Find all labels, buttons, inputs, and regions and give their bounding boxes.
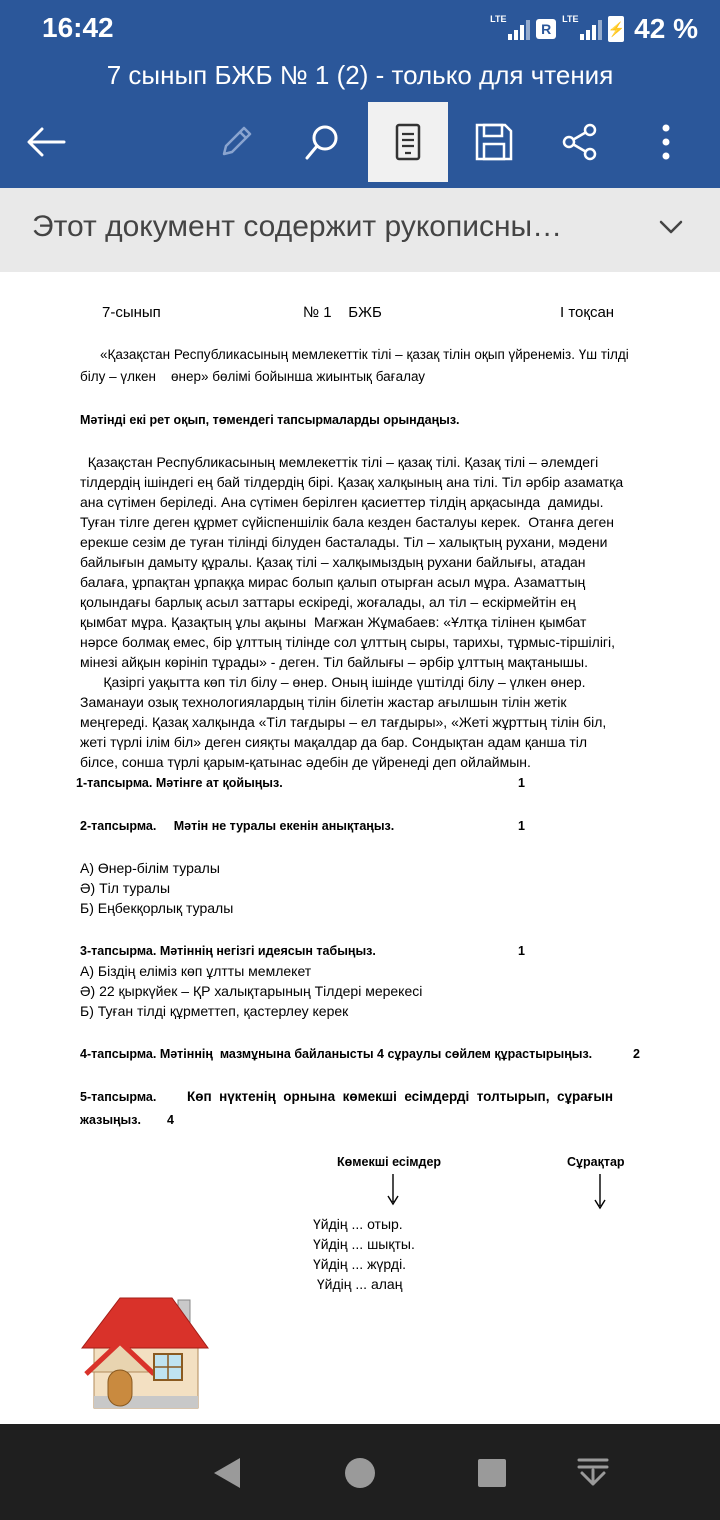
task-2-option-a: А) Өнер-білім туралы (80, 860, 220, 876)
status-time: 16:42 (42, 12, 114, 43)
doc-header-term: І тоқсан (560, 304, 615, 321)
text-line: балаға, ұрпақтан ұрпаққа мирас болып қалып отырған асыл мұра. Азаматтың (80, 574, 586, 590)
text-line: Қазақстан Республикасының мемлекеттік тілі – қазақ тілі. Қазақ тілі – әлемдегі (80, 454, 599, 470)
text-line: тілдердің ішіндегі ең бай тілдердің бірі. Қазақ халқының ана тілі. Тіл әрбір азаматқа (80, 474, 624, 490)
intro-line-1: «Қазақстан Республикасының мемлекеттік тілі – қазақ тілін оқып үйренеміз. Үш тілді (100, 347, 629, 362)
intro-line-2: білу – үлкен өнер» бөлімі бойынша жиынтық бағалау (80, 369, 426, 384)
share-icon (560, 122, 600, 162)
signal-icon-2 (562, 14, 602, 40)
text-line: жеті түрлі ілім біл» деген сияқты мақалдар да бар. Сондықтан адам қанша тіл (80, 734, 588, 750)
task-3: 3-тапсырма. Мәтіннің негізгі идеясын табыңыз. (80, 944, 376, 958)
status-bar (0, 0, 720, 56)
text-line: Туған тілге деген құрмет сүйіспеншілік бала кезден басталуы керек. Отанға деген (80, 514, 615, 530)
reading-view-icon (393, 122, 423, 162)
text-line: білсе, сонша түрлі қарым-қатынас әдебін де үйренеді деп ойлаймын. (80, 754, 531, 770)
expand-banner-button[interactable] (658, 214, 684, 245)
nav-home-button[interactable] (335, 1448, 385, 1498)
save-icon (474, 122, 514, 162)
battery-percent: 42 % (634, 13, 698, 44)
task-4: 4-тапсырма. Мәтіннің мазмұнына байланысты 4 сұраулы сөйлем құрастырыңыз. (80, 1047, 593, 1061)
task-2-option-c: Б) Еңбекқорлық туралы (80, 900, 234, 916)
share-button[interactable] (540, 102, 620, 182)
more-icon (661, 122, 671, 162)
instruction: Мәтінді екі рет оқып, төмендегі тапсырмаларды орындаңыз. (80, 413, 460, 427)
edit-button[interactable] (196, 102, 276, 182)
helper-nouns-heading: Көмекші есімдер (337, 1155, 442, 1169)
arrow-down-icon-2 (593, 1174, 607, 1210)
task-3-option-b: Ә) 22 қыркүйек – ҚР халықтарының Тілдері мерекесі (80, 983, 423, 999)
task-2: 2-тапсырма. Мәтін не туралы екенін анықтаңыз. (80, 819, 395, 833)
task-5-text-2: жазыңыз. (80, 1113, 141, 1127)
nav-back-icon (212, 1456, 242, 1490)
nav-recents-icon (477, 1458, 507, 1488)
doc-header-number: № 1 БЖБ (303, 304, 382, 321)
task-3-option-a: А) Біздің еліміз көп ұлтты мемлекет (80, 963, 312, 979)
reading-text (80, 452, 640, 772)
more-button[interactable] (626, 102, 706, 182)
battery-icon: ⚡ (608, 16, 624, 42)
nav-menu-button[interactable] (568, 1448, 618, 1498)
task-4-score: 2 (633, 1047, 640, 1061)
back-arrow-icon (26, 126, 66, 158)
sentence-2: Үйдің ... шықты. (313, 1236, 415, 1252)
text-line: байлығын дамыту құралы. Қазақ тілі – халқымыздың рухани байлығы, атадан (80, 554, 586, 570)
nav-back-button[interactable] (202, 1448, 252, 1498)
reading-view-button[interactable] (368, 102, 448, 182)
text-line: ерекше сезім де туған тілінді білуден басталады. Тіл – халықтың рухани, мәдени (80, 534, 608, 550)
signal-icon (490, 14, 530, 40)
pencil-icon (216, 122, 256, 162)
task-3-score: 1 (518, 944, 525, 958)
system-navbar (0, 1424, 720, 1520)
nav-home-icon (344, 1457, 376, 1489)
sentence-4: Үйдің ... алаң (313, 1276, 403, 1292)
text-line: ана сүтімен беріледі. Ана сүтімен берілген қасиеттер тілдің арқасында дамиды. (80, 494, 604, 510)
doc-header-grade: 7-сынып (102, 304, 161, 321)
lte-label: LTE (490, 14, 507, 24)
toolbar (0, 102, 720, 182)
text-line: қолындағы барлық асыл заттары ескіреді, жоғалады, ал тіл – ескірмейтін ең (80, 594, 576, 610)
save-button[interactable] (454, 102, 534, 182)
task-1-score: 1 (518, 776, 525, 790)
lte-label-2: LTE (562, 14, 579, 24)
task-2-option-b: Ә) Тіл туралы (80, 880, 171, 896)
back-button[interactable] (6, 102, 86, 182)
chevron-down-icon (658, 214, 684, 240)
document-title: 7 сынып БЖБ № 1 (2) - только для чтения (106, 60, 614, 90)
text-line: мінезі айқын көрініп тұрады» - деген. Тіл байлығы – әрбір ұлттың мақтанышы. (80, 654, 588, 670)
nav-recents-button[interactable] (467, 1448, 517, 1498)
sentence-3: Үйдің ... жүрді. (313, 1256, 407, 1272)
app-header (0, 0, 720, 188)
task-5-score: 4 (167, 1113, 174, 1127)
search-button[interactable] (282, 102, 362, 182)
status-icons (490, 12, 698, 46)
task-1: 1-тапсырма. Мәтінге ат қойыңыз. (76, 776, 283, 790)
arrow-down-icon (386, 1174, 400, 1206)
task-3-option-c: Б) Туған тілді құрметтеп, қастерлеу керек (80, 1003, 349, 1019)
house-illustration (80, 1292, 210, 1412)
text-line: Қазіргі уақытта көп тіл білу – өнер. Оның ішінде үштілді білу – үлкен өнер. (80, 674, 586, 690)
questions-heading: Сұрақтар (567, 1155, 625, 1169)
text-line: нәрсе болмақ емес, бір ұлттың тілінде сол ұлттың сыры, тарихы, тұрмыс-тіршілігі, (80, 634, 616, 650)
document-page[interactable] (0, 272, 720, 1424)
nav-menu-icon (576, 1456, 610, 1490)
sentence-1: Үйдің ... отыр. (313, 1216, 403, 1232)
handwriting-notice-banner[interactable] (0, 188, 720, 272)
banner-text: Этот документ содержит рукописны… (32, 210, 563, 243)
text-line: қымбат мұра. Қазақтың ұлы ақыны Мағжан Жұмабаев: «Ұлтқа тілінен қымбат (80, 614, 587, 630)
task-2-score: 1 (518, 819, 525, 833)
roaming-badge: R (536, 19, 556, 39)
task-5-text: Көп нүктенің орнына көмекші есімдерді толтырып, сұрағын (187, 1089, 614, 1104)
text-line: Заманауи озық технологиялардың тілін білетін жастар ағылшын тілін жетік (80, 694, 567, 710)
task-5-label: 5-тапсырма. (80, 1090, 157, 1104)
text-line: меңгереді. Қазақ халқында «Тіл тағдыры – ел тағдыры», «Жеті жұрттың тілін біл, (80, 714, 607, 730)
search-icon (302, 122, 342, 162)
